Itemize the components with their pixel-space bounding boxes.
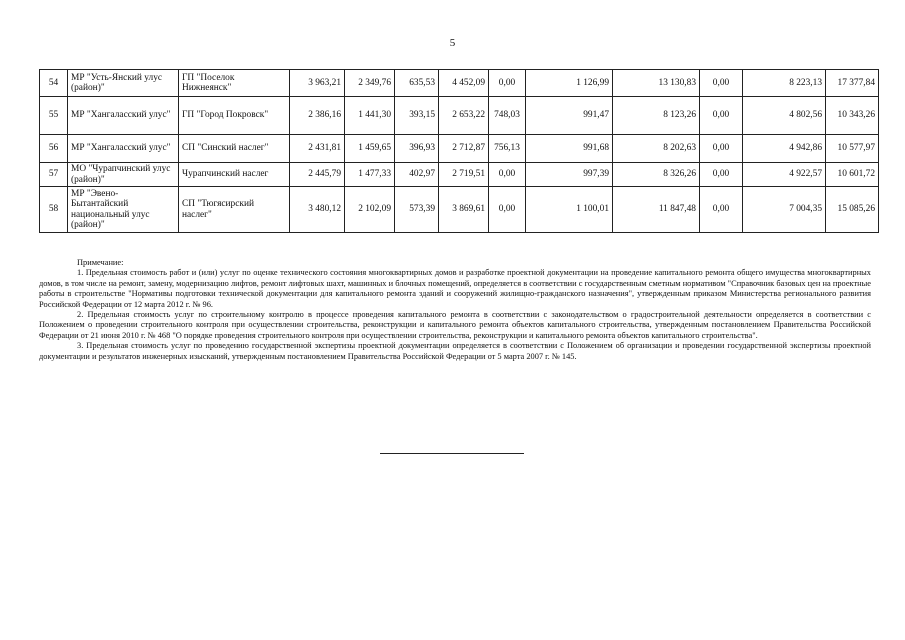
cell-value-col-9: 7 004,35 — [743, 187, 826, 233]
cell-settlement: СП "Тюгясирский наслег" — [179, 187, 290, 233]
cell-value-col-2: 2 349,76 — [345, 70, 395, 97]
cell-settlement: ГП "Поселок Нижнеянск" — [179, 70, 290, 97]
cell-value-col-1: 2 431,81 — [290, 135, 345, 163]
cell-value-col-9: 4 802,56 — [743, 97, 826, 135]
cell-value-col-2: 1 459,65 — [345, 135, 395, 163]
table-body — [40, 70, 879, 233]
cell-value-col-8: 0,00 — [700, 187, 743, 233]
cell-value-col-3: 402,97 — [395, 163, 439, 187]
cell-value-col-6: 991,47 — [526, 97, 613, 135]
cell-value-col-5: 756,13 — [489, 135, 526, 163]
cell-row-number: 58 — [40, 187, 68, 233]
table-row — [40, 97, 879, 135]
table-row — [40, 135, 879, 163]
cell-value-col-5: 0,00 — [489, 70, 526, 97]
cell-value-col-4: 2 719,51 — [439, 163, 489, 187]
cell-value-col-5: 748,03 — [489, 97, 526, 135]
cell-value-col-9: 4 942,86 — [743, 135, 826, 163]
notes-title: Примечание: — [77, 258, 124, 267]
page-number: 5 — [449, 37, 456, 49]
notes-section — [39, 258, 871, 362]
cell-value-col-6: 991,68 — [526, 135, 613, 163]
cell-value-col-4: 2 653,22 — [439, 97, 489, 135]
table-row — [40, 163, 879, 187]
cell-value-col-10: 10 601,72 — [826, 163, 879, 187]
cell-value-col-9: 4 922,57 — [743, 163, 826, 187]
table-row — [40, 70, 879, 97]
cell-value-col-10: 17 377,84 — [826, 70, 879, 97]
cell-value-col-7: 8 202,63 — [613, 135, 700, 163]
cell-value-col-4: 2 712,87 — [439, 135, 489, 163]
cell-value-col-8: 0,00 — [700, 97, 743, 135]
cell-settlement: Чурапчинский наслег — [179, 163, 290, 187]
cell-value-col-1: 2 386,16 — [290, 97, 345, 135]
cell-value-col-6: 1 100,01 — [526, 187, 613, 233]
cell-value-col-2: 1 477,33 — [345, 163, 395, 187]
cell-value-col-7: 8 123,26 — [613, 97, 700, 135]
cell-value-col-10: 10 343,26 — [826, 97, 879, 135]
note-item: 2. Предельная стоимость услуг по строительному контролю в процессе проведения капитального ремонта в соответствии с законодательством о градостроительной деятельности определяется в соответствии с Положением о проведении строительного контроля при осуществлении строительства, реконструкции и капитального ремонта объектов капитального строительства, утвержденным постановлением Правительства Российской Федерации от 21 июня 2010 г. № 468 "О порядке проведения строительного контроля при осуществлении строительства, реконструкции и капитального ремонта объектов капитального строительства". — [39, 310, 871, 340]
cell-value-col-4: 3 869,61 — [439, 187, 489, 233]
cell-value-col-2: 1 441,30 — [345, 97, 395, 135]
table-row — [40, 187, 879, 233]
cell-row-number: 55 — [40, 97, 68, 135]
cell-municipal-district: МР "Эвено-Бытантайский национальный улус (район)" — [68, 187, 179, 233]
note-item: 3. Предельная стоимость услуг по проведению государственной экспертизы проектной документации определяется в соответствии с Положением об организации и проведении государственной экспертизы проектной документации и результатов инженерных изысканий, утвержденным постановлением Правительства Российской Федерации от 5 марта 2007 г. № 145. — [39, 341, 871, 361]
cell-value-col-2: 2 102,09 — [345, 187, 395, 233]
note-item: 1. Предельная стоимость работ и (или) услуг по оценке технического состояния многоквартирных домов и разработке проектной документации на проведение капитального ремонта общего имущества многоквартирных домов, в том числе на ремонт, замену, модернизацию лифтов, ремонт лифтовых шахт, машинных и блочных помещений, определяется в соответствии с государственным сметным нормативом "Справочник базовых цен на проектные работы в строительстве "Нормативы подготовки технической документации для капитального ремонта зданий и сооружений жилищно-гражданского назначения", утвержденным приказом Министерства регионального развития Российской Федерации от 12 марта 2012 г. № 96. — [39, 268, 871, 309]
cell-row-number: 56 — [40, 135, 68, 163]
cell-municipal-district: МР "Усть-Янский улус (район)" — [68, 70, 179, 97]
cell-value-col-10: 10 577,97 — [826, 135, 879, 163]
cell-value-col-7: 8 326,26 — [613, 163, 700, 187]
cell-value-col-3: 396,93 — [395, 135, 439, 163]
cell-value-col-7: 11 847,48 — [613, 187, 700, 233]
cell-value-col-1: 3 480,12 — [290, 187, 345, 233]
cell-value-col-5: 0,00 — [489, 163, 526, 187]
cell-value-col-3: 393,15 — [395, 97, 439, 135]
cell-value-col-8: 0,00 — [700, 135, 743, 163]
cell-value-col-7: 13 130,83 — [613, 70, 700, 97]
cell-value-col-6: 1 126,99 — [526, 70, 613, 97]
cell-settlement: СП "Синский наслег" — [179, 135, 290, 163]
cell-value-col-10: 15 085,26 — [826, 187, 879, 233]
cell-value-col-5: 0,00 — [489, 187, 526, 233]
closing-divider — [380, 453, 524, 454]
cell-row-number: 57 — [40, 163, 68, 187]
cell-value-col-8: 0,00 — [700, 70, 743, 97]
cell-municipal-district: МР "Хангаласский улус" — [68, 97, 179, 135]
cell-value-col-4: 4 452,09 — [439, 70, 489, 97]
cell-value-col-1: 2 445,79 — [290, 163, 345, 187]
cell-value-col-8: 0,00 — [700, 163, 743, 187]
cell-value-col-3: 573,39 — [395, 187, 439, 233]
cell-value-col-6: 997,39 — [526, 163, 613, 187]
cell-value-col-1: 3 963,21 — [290, 70, 345, 97]
cost-table — [39, 69, 879, 233]
cell-municipal-district: МР "Хангаласский улус" — [68, 135, 179, 163]
cell-settlement: ГП "Город Покровск" — [179, 97, 290, 135]
cell-row-number: 54 — [40, 70, 68, 97]
cell-value-col-9: 8 223,13 — [743, 70, 826, 97]
cell-value-col-3: 635,53 — [395, 70, 439, 97]
cell-municipal-district: МО "Чурапчинский улус (район)" — [68, 163, 179, 187]
